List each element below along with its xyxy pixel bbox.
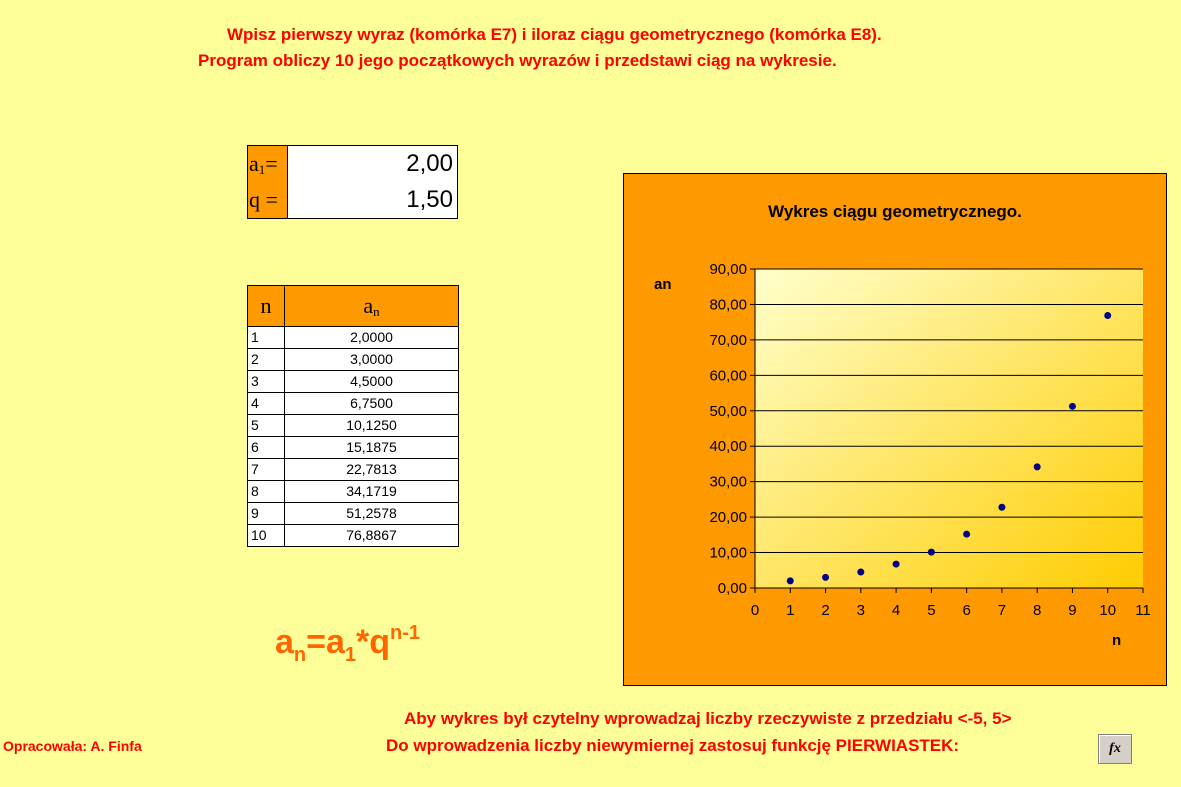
y-tick-label: 10,00 <box>709 544 747 562</box>
header-n: n <box>248 286 285 327</box>
x-tick-label: 5 <box>927 602 936 619</box>
x-tick-label: 7 <box>997 602 1007 619</box>
cell-n[interactable]: 8 <box>248 481 285 503</box>
x-tick-label: 8 <box>1033 602 1042 619</box>
cell-an[interactable]: 6,7500 <box>285 393 459 415</box>
data-point <box>1034 463 1041 470</box>
data-point <box>963 531 970 538</box>
cell-n[interactable]: 4 <box>248 393 285 415</box>
y-tick-label: 50,00 <box>709 402 747 420</box>
parameters-box <box>247 145 458 219</box>
param-row-q <box>248 182 457 218</box>
table-row <box>248 349 459 371</box>
formula <box>275 622 420 667</box>
cell-an[interactable]: 15,1875 <box>285 437 459 459</box>
a1-label-eq: = <box>265 151 278 176</box>
x-tick-label: 11 <box>1135 602 1151 619</box>
cell-n[interactable]: 2 <box>248 349 285 371</box>
table-row <box>248 371 459 393</box>
scatter-plot <box>624 174 1168 687</box>
data-point <box>822 574 829 581</box>
cell-an[interactable]: 76,8867 <box>285 525 459 547</box>
y-tick-label: 60,00 <box>709 367 747 385</box>
chart-title: Wykres ciągu geometrycznego. <box>768 202 1022 221</box>
y-tick-label: 20,00 <box>709 509 747 527</box>
cell-an[interactable]: 3,0000 <box>285 349 459 371</box>
cell-an[interactable]: 10,1250 <box>285 415 459 437</box>
terms-table-header <box>248 286 459 327</box>
terms-table <box>247 285 459 547</box>
a1-label <box>248 146 288 182</box>
x-tick-label: 2 <box>821 602 830 619</box>
cell-n[interactable]: 1 <box>248 327 285 349</box>
header-an <box>285 286 459 327</box>
table-row <box>248 437 459 459</box>
header-an-text: a <box>363 292 374 318</box>
formula-exp: n-1 <box>390 622 421 644</box>
y-axis-label: an <box>654 276 672 293</box>
cell-an[interactable]: 22,7813 <box>285 459 459 481</box>
a1-label-sub: 1 <box>258 162 266 177</box>
formula-a: a <box>275 623 294 661</box>
cell-n[interactable]: 6 <box>248 437 285 459</box>
x-tick-label: 1 <box>786 602 795 619</box>
header-an-sub: n <box>373 303 380 319</box>
data-point <box>998 504 1005 511</box>
hint-range: Aby wykres był czytelny wprowadzaj liczby rzeczywiste z przedziału <-5, 5> <box>404 709 1012 728</box>
cell-n[interactable]: 3 <box>248 371 285 393</box>
formula-eq-a: =a <box>306 623 345 661</box>
table-row <box>248 525 459 547</box>
cell-n[interactable]: 10 <box>248 525 285 547</box>
table-row <box>248 481 459 503</box>
cell-an[interactable]: 2,0000 <box>285 327 459 349</box>
table-row <box>248 327 459 349</box>
author-credit: Opracowała: A. Finfa <box>3 738 142 754</box>
x-tick-label: 0 <box>750 602 760 619</box>
formula-n-sub: n <box>293 644 307 666</box>
cell-an[interactable]: 4,5000 <box>285 371 459 393</box>
x-axis-label: n <box>1112 632 1122 649</box>
y-tick-label: 0,00 <box>717 580 747 597</box>
cell-an[interactable]: 51,2578 <box>285 503 459 525</box>
x-tick-label: 4 <box>891 602 901 619</box>
x-tick-label: 6 <box>962 602 971 619</box>
x-tick-label: 10 <box>1099 602 1117 619</box>
param-row-a1 <box>248 146 457 183</box>
y-tick-label: 70,00 <box>709 331 747 349</box>
fx-function-button[interactable]: fx <box>1098 734 1132 764</box>
table-row <box>248 415 459 437</box>
q-label: q = <box>248 182 288 218</box>
cell-n[interactable]: 9 <box>248 503 285 525</box>
table-row <box>248 393 459 415</box>
data-point <box>857 569 864 576</box>
cell-an[interactable]: 34,1719 <box>285 481 459 503</box>
formula-one-sub: 1 <box>344 644 357 666</box>
plot-area <box>755 269 1143 588</box>
formula-times-q: *q <box>356 623 391 661</box>
y-tick-label: 80,00 <box>709 296 747 314</box>
x-tick-label: 3 <box>856 602 865 619</box>
data-point <box>893 561 900 568</box>
a1-input[interactable]: 2,00 <box>288 146 457 182</box>
y-tick-label: 40,00 <box>709 438 747 456</box>
instruction-line-1: Wpisz pierwszy wyraz (komórka E7) i iloraz ciągu geometrycznego (komórka E8). <box>227 25 882 44</box>
q-input[interactable]: 1,50 <box>288 182 457 218</box>
data-point <box>928 549 935 556</box>
a1-label-text: a <box>249 151 259 176</box>
data-point <box>1069 403 1076 410</box>
cell-n[interactable]: 7 <box>248 459 285 481</box>
y-tick-label: 30,00 <box>709 473 747 491</box>
table-row <box>248 503 459 525</box>
data-point <box>787 577 794 584</box>
data-point <box>1104 312 1111 319</box>
y-tick-label: 90,00 <box>709 261 747 278</box>
cell-n[interactable]: 5 <box>248 415 285 437</box>
table-row <box>248 459 459 481</box>
hint-sqrt: Do wprowadzenia liczby niewymiernej zastosuj funkcję PIERWIASTEK: <box>386 736 960 755</box>
x-tick-label: 9 <box>1068 602 1077 619</box>
instruction-line-2: Program obliczy 10 jego początkowych wyrazów i przedstawi ciąg na wykresie. <box>198 51 837 70</box>
chart-area[interactable] <box>623 173 1167 686</box>
